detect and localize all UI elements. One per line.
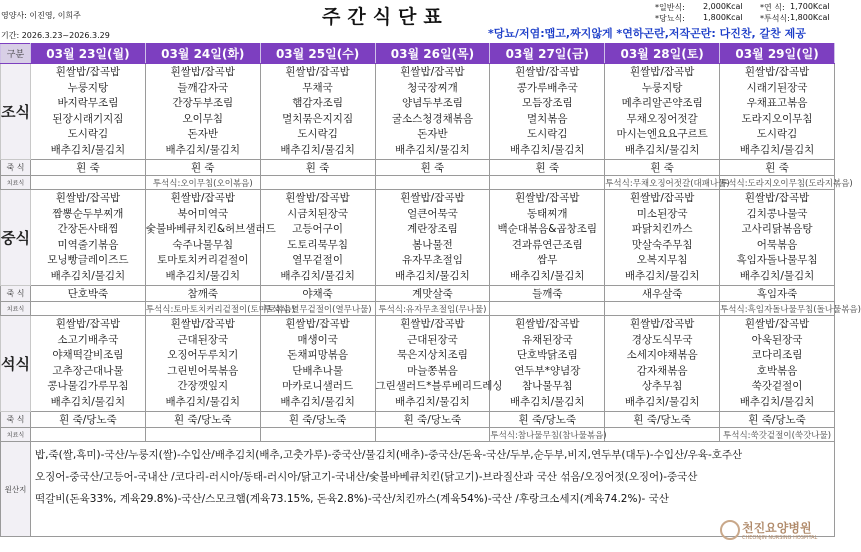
- menu-item: 시금치된장국: [287, 207, 349, 220]
- kcal-value-dialysis: 1,800Kcal: [790, 13, 830, 22]
- menu-item: 흰쌀밥/잡곡밥: [744, 66, 810, 78]
- menu-item: 돈자반: [187, 128, 218, 141]
- menu-item: 흰쌀밥/잡곡밥: [400, 66, 465, 78]
- menu-item: 소고기배추국: [57, 333, 119, 346]
- hospital-name: 천진요양병원: [742, 521, 812, 535]
- kcal-value-general: 2,000Kcal: [703, 2, 743, 11]
- menu-item: 흰쌀밥/잡곡밥: [285, 318, 350, 330]
- breakfast_therapy-cell: [260, 176, 375, 190]
- kcal-label-dialysis: *투석식:: [760, 14, 790, 23]
- menu-item: 묵은지상치조림: [396, 349, 468, 362]
- dinner_therapy-cell: [260, 428, 375, 442]
- breakfast_porridge-cell: 흰 죽: [490, 160, 605, 176]
- menu-item: 마카로니샐러드: [282, 380, 354, 393]
- menu-item: 도시락김: [297, 128, 338, 141]
- menu-item: 배추김치/물김치: [280, 143, 355, 156]
- dinner_therapy-cell: [375, 428, 490, 442]
- menu-item: 메추리알곤약조림: [621, 97, 703, 110]
- breakfast-cell: [31, 64, 146, 160]
- breakfast_therapy-cell: [490, 176, 605, 190]
- menu-item: 매생이국: [297, 333, 338, 346]
- menu-item: 콩나물김가루무침: [47, 380, 129, 393]
- breakfast_therapy-label: 치료식: [1, 176, 31, 190]
- lunch_porridge-cell: 들깨죽: [490, 286, 605, 302]
- menu-item: 마시는엔요요구르트: [616, 128, 708, 141]
- menu-item: 계란장조림: [407, 223, 458, 236]
- menu-item: 숯불바베큐치킨&허브샐러드: [145, 223, 276, 236]
- kcal-label-soft: *연 식:: [760, 3, 785, 12]
- menu-item: 쌈무: [537, 254, 558, 267]
- menu-item: 아욱된장국: [751, 333, 803, 346]
- lunch-cell: [605, 190, 720, 286]
- origin-line: 밥,죽(쌀,흑미)-국산/누룽지(쌀)-수입산/배추김치(배추,고춧가루)-중국산/물김치(배추)-중국산/돈육-국산/두부,순두부,비지,연두부(대두)-수입산/우육-호주산: [35, 449, 743, 461]
- menu-item: 근대된장국: [177, 333, 229, 346]
- menu-item: 소세지야채볶음: [626, 349, 698, 362]
- menu-item: 유채된장국: [521, 333, 573, 346]
- lunch_porridge-label: 죽 식: [1, 286, 31, 302]
- menu-item: 배추김치/물김치: [165, 143, 241, 156]
- menu-item: 미역줄기볶음: [57, 238, 119, 251]
- menu-item: 유자무초절임: [402, 254, 463, 267]
- menu-item: 맛살숙주무침: [631, 238, 693, 251]
- menu-item: 오복지무침: [636, 254, 688, 267]
- menu-item: 배추김치/물김치: [395, 143, 470, 156]
- menu-item: 감자채볶음: [636, 364, 688, 377]
- lunch_therapy-cell: 투석식:열무겉절이(열무나물): [260, 302, 375, 316]
- menu-item: 백순대볶음&곱창조림: [497, 223, 598, 236]
- menu-item: 근대된장국: [407, 333, 458, 346]
- lunch_porridge-cell: 단호박죽: [31, 286, 146, 302]
- dietitian-info: 영양사: 이진영, 이희주: [1, 11, 81, 20]
- dinner_porridge-cell: 흰 죽/당노죽: [31, 412, 146, 428]
- breakfast-cell: [720, 64, 835, 160]
- menu-item: 굴소스청경채볶음: [391, 112, 474, 125]
- menu-item: 흰쌀밥/잡곡밥: [55, 66, 121, 78]
- menu-item: 열무겉절이: [292, 254, 343, 267]
- menu-item: 흰쌀밥/잡곡밥: [400, 318, 465, 330]
- lunch-cell: [490, 190, 605, 286]
- breakfast_porridge-cell: 흰 죽: [31, 160, 146, 176]
- menu-item: 배추김치/물김치: [624, 269, 700, 282]
- lunch-label: 중식: [1, 190, 31, 286]
- menu-item: 무채국: [302, 81, 333, 94]
- menu-item: 도라지오이무침: [741, 112, 813, 125]
- menu-item: 파닭치킨까스: [631, 223, 693, 236]
- menu-item: 햄감자조림: [292, 97, 343, 110]
- breakfast-cell: [375, 64, 490, 160]
- dinner-cell: [260, 316, 375, 412]
- menu-item: 누룽지탕: [67, 81, 109, 94]
- menu-item: 경상도식무국: [631, 333, 693, 346]
- menu-item: 고등어구이: [292, 223, 343, 236]
- lunch_therapy-cell: 투석식:토마토치커리겉절이(토마토볶음): [145, 302, 260, 316]
- menu-item: 야채떡갈비조림: [52, 349, 124, 362]
- menu-item: 흰쌀밥/잡곡밥: [55, 192, 121, 204]
- menu-item: 흑임자돌나물무침: [736, 254, 818, 267]
- menu-item: 도시락김: [527, 128, 568, 141]
- breakfast_therapy-cell: [375, 176, 490, 190]
- menu-item: 상추무침: [641, 380, 683, 393]
- menu-item: 고추장근대나물: [52, 364, 124, 377]
- dinner-cell: [375, 316, 503, 412]
- lunch-cell: [145, 190, 276, 286]
- dinner_porridge-cell: 흰 죽/당노죽: [145, 412, 260, 428]
- day-header: 03월 25일(수): [260, 44, 375, 64]
- menu-item: 누룽지탕: [641, 81, 683, 94]
- gubun-header: 구분: [1, 44, 31, 64]
- hospital-name-en: CHEONJIN NURSING HOSPITAL: [742, 535, 818, 541]
- menu-item: 참나물무침: [521, 380, 573, 393]
- menu-item: 그린빈어묵볶음: [167, 364, 239, 377]
- lunch-cell: [31, 190, 146, 286]
- dinner_therapy-cell: [31, 428, 146, 442]
- menu-item: 미소된장국: [636, 207, 688, 220]
- dinner-cell: [605, 316, 720, 412]
- menu-item: 배추김치/물김치: [510, 269, 585, 282]
- kcal-label-diabetic: *당뇨식:: [655, 14, 685, 23]
- menu-item: 배추김치/물김치: [395, 269, 470, 282]
- breakfast_therapy-cell: 투석식:오이무침(오이볶음): [145, 176, 260, 190]
- lunch_porridge-cell: 새우살죽: [605, 286, 720, 302]
- menu-item: 바지락무조림: [57, 97, 119, 110]
- menu-item: 배추김치/물김치: [510, 143, 585, 156]
- day-header: 03월 24일(화): [145, 44, 260, 64]
- breakfast-cell: [490, 64, 605, 160]
- menu-item: 단호박닭조림: [516, 349, 578, 362]
- menu-item: 배추김치/물김치: [165, 395, 241, 408]
- day-header: 03월 28일(토): [605, 44, 720, 64]
- lunch-cell: [375, 190, 490, 286]
- menu-item: 어묵볶음: [756, 238, 798, 251]
- menu-item: 멸치볶음: [527, 112, 568, 125]
- menu-item: 견과류연근조림: [511, 238, 583, 251]
- menu-item: 오징어두루치기: [167, 349, 239, 362]
- menu-item: 배추김치/물김치: [165, 269, 241, 282]
- menu-item: 짬뽕순두부찌개: [52, 207, 124, 220]
- menu-item: 북어미역국: [177, 207, 229, 220]
- menu-item: 얼큰어묵국: [407, 207, 458, 220]
- lunch_therapy-cell: [605, 302, 720, 316]
- menu-item: 배추김치/물김치: [50, 395, 126, 408]
- menu-item: 김치콩나물국: [746, 207, 808, 220]
- menu-item: 흰쌀밥/잡곡밥: [170, 192, 235, 204]
- dinner_porridge-cell: 흰 죽/당노죽: [375, 412, 490, 428]
- hospital-logo-icon: [720, 520, 740, 540]
- menu-item: 토마토치커리겉절이: [157, 254, 249, 267]
- menu-item: 그린샐러드*블루베리드레싱: [375, 380, 503, 393]
- dinner-cell: [31, 316, 146, 412]
- dinner_porridge-cell: 흰 죽/당노죽: [720, 412, 835, 428]
- dinner-cell: [490, 316, 605, 412]
- menu-item: 청국장찌개: [407, 81, 458, 94]
- menu-item: 돈채피망볶음: [287, 349, 349, 362]
- origin-line: 오징어-중국산/고등어-국내산 /코다리-러시아/동태-러시아/닭고기-국내산/숯불바베큐치킨(닭고기)-브라질산과 국산 섞음/오징어젓(오징어)-중국산: [35, 471, 698, 483]
- period-info: 기간: 2026.3.23~2026.3.29: [1, 31, 110, 40]
- menu-item: 마늘쫑볶음: [407, 364, 458, 377]
- breakfast_porridge-label: 죽 식: [1, 160, 31, 176]
- hospital-logo: [720, 518, 832, 548]
- menu-item: 흰쌀밥/잡곡밥: [515, 192, 580, 204]
- menu-item: 고사리닭볶음탕: [741, 223, 813, 236]
- menu-item: 무채오징어젓갈: [626, 112, 698, 125]
- menu-item: 흰쌀밥/잡곡밥: [515, 66, 580, 78]
- breakfast-cell: [260, 64, 375, 160]
- menu-item: 들깨감자국: [177, 81, 229, 94]
- menu-item: 간장돈사태찜: [57, 223, 119, 236]
- lunch_therapy-cell: 투석식:유자무초절임(무나물): [375, 302, 490, 316]
- menu-item: 도시락김: [756, 128, 798, 141]
- dinner_therapy-cell: 투석식:쑥갓겉절이(쑥갓나물): [720, 428, 835, 442]
- lunch-cell: [720, 190, 835, 286]
- menu-item: 호박볶음: [756, 364, 798, 377]
- menu-item: 흰쌀밥/잡곡밥: [170, 66, 235, 78]
- menu-item: 흰쌀밥/잡곡밥: [285, 66, 350, 78]
- menu-item: 흰쌀밥/잡곡밥: [629, 192, 695, 204]
- origin-info: [31, 442, 835, 537]
- lunch_porridge-cell: 야채죽: [260, 286, 375, 302]
- breakfast-cell: [145, 64, 260, 160]
- day-header: 03월 26일(목): [375, 44, 490, 64]
- menu-item: 흰쌀밥/잡곡밥: [515, 318, 580, 330]
- weekly-menu-table: [0, 43, 861, 537]
- menu-item: 흰쌀밥/잡곡밥: [400, 192, 465, 204]
- kcal-label-general: *일반식:: [655, 3, 685, 12]
- origin-line: 떡갈비(돈육33%, 계육29.8%)-국산/스모크햄(계육73.15%, 돈육2.8%)-국산/치킨까스(계육54%)-국산 /후랑크소세지(계육74.2%)- 국산: [35, 493, 669, 505]
- menu-item: 배추김치/물김치: [739, 395, 815, 408]
- lunch_porridge-cell: 흑임자죽: [720, 286, 835, 302]
- menu-item: 오이무침: [182, 112, 224, 125]
- origin-label: 원산지: [1, 442, 31, 537]
- menu-item: 배추김치/물김치: [50, 143, 126, 156]
- breakfast_porridge-cell: 흰 죽: [260, 160, 375, 176]
- menu-item: 연두부*양념장: [514, 364, 581, 377]
- kcal-value-diabetic: 1,800Kcal: [703, 13, 743, 22]
- menu-item: 간장깻잎지: [177, 380, 229, 393]
- breakfast_therapy-cell: 투석식:무채오징어젓갈(대패나물): [605, 176, 720, 190]
- lunch_porridge-cell: 계맛살죽: [375, 286, 490, 302]
- menu-item: 배추김치/물김치: [395, 395, 470, 408]
- breakfast_porridge-cell: 흰 죽: [145, 160, 260, 176]
- menu-item: 흰쌀밥/잡곡밥: [629, 66, 695, 78]
- diet-notice: *당뇨/저염:맵고,짜지않게 *연하곤란,저작곤란: 다진찬, 갈찬 제공: [488, 27, 806, 40]
- menu-item: 모듬장조림: [521, 97, 573, 110]
- day-header: 03월 23일(월): [31, 44, 146, 64]
- lunch_therapy-cell: [31, 302, 146, 316]
- menu-item: 흰쌀밥/잡곡밥: [285, 192, 350, 204]
- page-title: 주간식단표: [322, 6, 449, 28]
- lunch_therapy-cell: [490, 302, 605, 316]
- menu-item: 도시락김: [67, 128, 109, 141]
- menu-item: 도토리묵무침: [287, 238, 349, 251]
- menu-item: 배추김치/물김치: [739, 269, 815, 282]
- dinner-label: 석식: [1, 316, 31, 412]
- menu-item: 간장두부조림: [172, 97, 234, 110]
- lunch_porridge-cell: 참깨죽: [145, 286, 260, 302]
- menu-item: 배추김치/물김치: [624, 143, 700, 156]
- breakfast_therapy-cell: [31, 176, 146, 190]
- menu-item: 된장시래기지짐: [52, 112, 124, 125]
- dinner_therapy-cell: [605, 428, 720, 442]
- menu-item: 멸치묶은지지짐: [282, 112, 354, 125]
- day-header: 03월 27일(금): [490, 44, 605, 64]
- menu-item: 흰쌀밥/잡곡밥: [55, 318, 121, 330]
- dinner_porridge-cell: 흰 죽/당노죽: [490, 412, 605, 428]
- menu-item: 양념두부조림: [402, 97, 463, 110]
- menu-item: 봄나물전: [412, 238, 453, 251]
- menu-item: 배추김치/물김치: [510, 395, 585, 408]
- lunch-cell: [260, 190, 375, 286]
- menu-item: 숙주나물무침: [172, 238, 234, 251]
- menu-item: 시래기된장국: [746, 81, 808, 94]
- dinner_therapy-label: 치료식: [1, 428, 31, 442]
- menu-item: 단배추나물: [292, 364, 343, 377]
- page-header: [0, 0, 835, 44]
- breakfast_porridge-cell: 흰 죽: [375, 160, 490, 176]
- day-header: 03월 29일(일): [720, 44, 835, 64]
- lunch_therapy-label: 치료식: [1, 302, 31, 316]
- menu-item: 동태찌개: [527, 207, 568, 220]
- breakfast_porridge-cell: 흰 죽: [605, 160, 720, 176]
- menu-item: 배추김치/물김치: [624, 395, 700, 408]
- dinner_therapy-cell: 투석식:참나물무침(참나물볶음): [490, 428, 605, 442]
- breakfast_therapy-cell: 투석식:도라지오이무침(도라지볶음): [720, 176, 835, 190]
- menu-item: 흰쌀밥/잡곡밥: [170, 318, 235, 330]
- menu-item: 흰쌀밥/잡곡밥: [744, 318, 810, 330]
- dinner_porridge-cell: 흰 죽/당노죽: [605, 412, 720, 428]
- menu-item: 흰쌀밥/잡곡밥: [629, 318, 695, 330]
- dinner-cell: [720, 316, 835, 412]
- menu-item: 우채표고볶음: [746, 97, 808, 110]
- breakfast_porridge-cell: 흰 죽: [720, 160, 835, 176]
- breakfast-label: 조식: [1, 64, 31, 160]
- dinner_porridge-label: 죽 식: [1, 412, 31, 428]
- menu-item: 쑥갓겉절이: [751, 380, 803, 393]
- menu-item: 돈자반: [417, 128, 448, 141]
- dinner_therapy-cell: [145, 428, 260, 442]
- menu-item: 모닝빵글레이즈드: [47, 254, 129, 267]
- kcal-value-soft: 1,700Kcal: [790, 2, 830, 11]
- menu-item: 코다리조림: [751, 349, 803, 362]
- menu-item: 배추김치/물김치: [280, 395, 355, 408]
- dinner_porridge-cell: 흰 죽/당노죽: [260, 412, 375, 428]
- breakfast-cell: [605, 64, 720, 160]
- lunch_therapy-cell: 투석식:흑임자돌나물무침(돌나물볶음): [720, 302, 835, 316]
- menu-item: 배추김치/물김치: [739, 143, 815, 156]
- menu-item: 배추김치/물김치: [280, 269, 355, 282]
- dinner-cell: [145, 316, 260, 412]
- menu-item: 배추김치/물김치: [50, 269, 126, 282]
- menu-item: 콩가루배추국: [516, 81, 578, 94]
- menu-item: 흰쌀밥/잡곡밥: [744, 192, 810, 204]
